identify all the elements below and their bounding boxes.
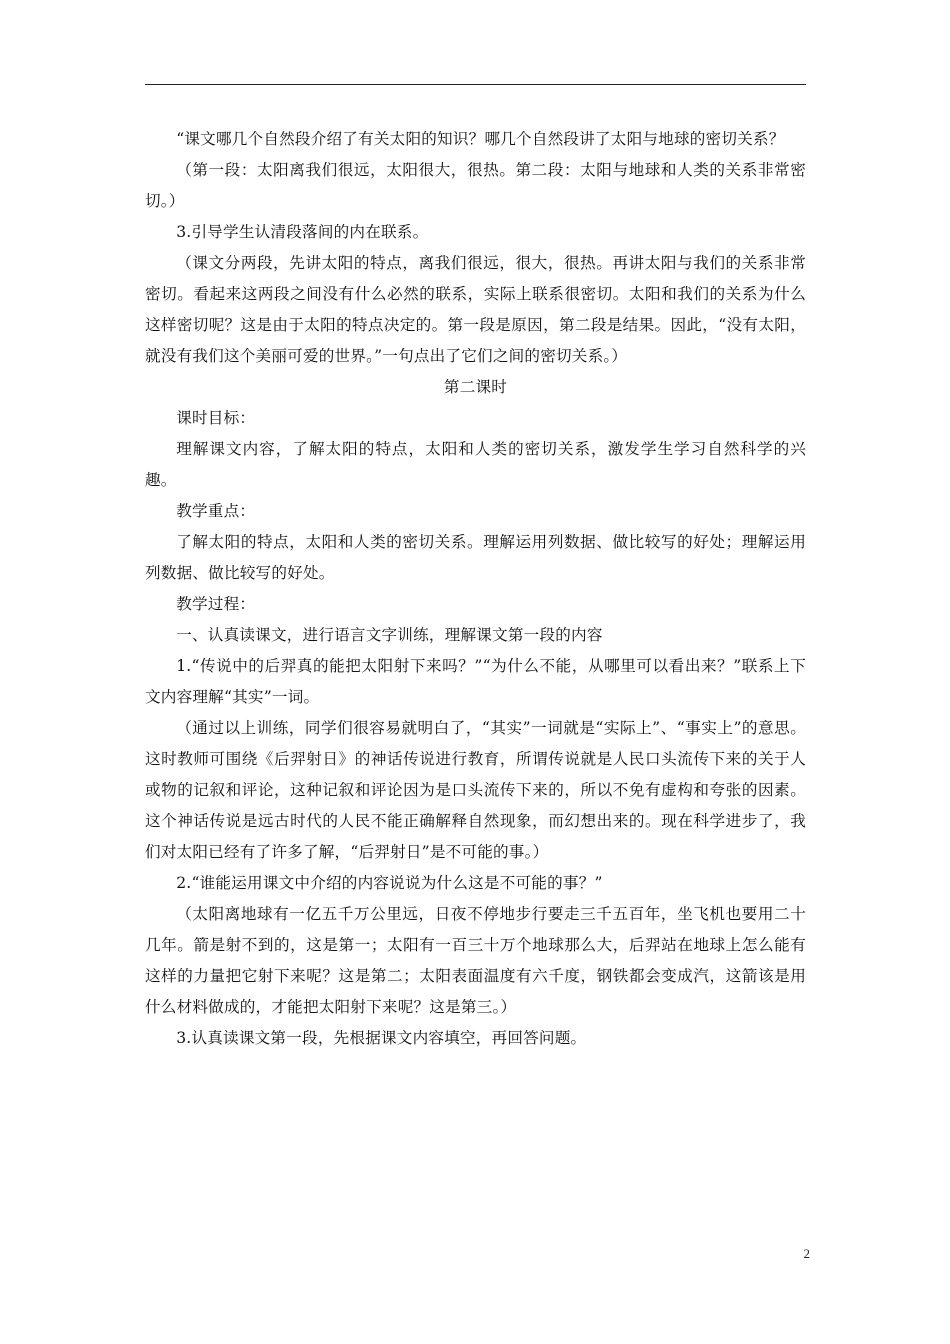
paragraph-step-1-houyi: 1.“传说中的后羿真的能把太阳射下来吗？”“为什么不能，从哪里可以看出来？”联系上下文内容理解“其实”一词。: [145, 657, 806, 706]
paragraph-answer-sections: （第一段：太阳离我们很远，太阳很大，很热。第二段：太阳与地球和人类的关系非常密切。）: [145, 161, 806, 210]
paragraph-step-3-connection: 3.引导学生认清段落间的内在联系。: [176, 223, 429, 241]
paragraph-step-2-question: 2.“谁能运用课文中介绍的内容说说为什么这是不可能的事？”: [176, 874, 603, 892]
label-lesson-goals: 课时目标：: [176, 409, 256, 427]
paragraph-connection-explanation: （课文分两段，先讲太阳的特点，离我们很远，很大，很热。再讲太阳与我们的关系非常密切。看起来这两段之间没有什么必然的联系，实际上联系很密切。太阳和我们的关系为什么这样密切呢？这是由于太阳的特点决定的。第一段是原因，第二段是结果。因此，“没有太阳，就没有我们这个美丽可爱的世界。”一句点出了它们之间的密切关系。）: [145, 254, 806, 365]
paragraph-question-which-sections: “课文哪几个自然段介绍了有关太阳的知识？哪几个自然段讲了太阳与地球的密切关系？: [176, 130, 785, 148]
label-teaching-focus: 教学重点：: [176, 502, 256, 520]
page-number: 2: [803, 1246, 810, 1261]
paragraph-step-2-explanation: （太阳离地球有一亿五千万公里远，日夜不停地步行要走三千五百年，坐飞机也要用二十几年。箭是射不到的，这是第一；太阳有一百三十万个地球那么大，后羿站在地球上怎么能有这样的力量把它射下来呢？这是第二；太阳表面温度有六千度，钢铁都会变成汽，这箭该是用什么材料做成的，才能把太阳射下来呢？这是第三。）: [145, 905, 806, 1016]
header-rule: [145, 84, 806, 85]
paragraph-part-one-heading: 一、认真读课文，进行语言文字训练，理解课文第一段的内容: [176, 626, 603, 644]
section-heading-second-lesson: 第二课时: [443, 378, 508, 396]
document-body: [145, 124, 806, 1054]
paragraph-teaching-focus: 了解太阳的特点，太阳和人类的密切关系。理解运用列数据、做比较写的好处；理解运用列数据、做比较写的好处。: [145, 533, 806, 582]
label-teaching-process: 教学过程：: [176, 595, 256, 613]
paragraph-step-3-reading: 3.认真读课文第一段，先根据课文内容填空，再回答问题。: [176, 1029, 587, 1047]
paragraph-lesson-goals: 理解课文内容，了解太阳的特点，太阳和人类的密切关系，激发学生学习自然科学的兴趣。: [145, 440, 806, 489]
paragraph-step-1-explanation: （通过以上训练，同学们很容易就明白了，“其实”一词就是“实际上”、“事实上”的意思。这时教师可围绕《后羿射日》的神话传说进行教育，所谓传说就是人民口头流传下来的关于人或物的记叙和评论，这种记叙和评论因为是口头流传下来的，所以不免有虚构和夸张的因素。这个神话传说是远古时代的人民不能正确解释自然现象，而幻想出来的。现在科学进步了，我们对太阳已经有了许多了解，“后羿射日”是不可能的事。）: [145, 719, 806, 861]
